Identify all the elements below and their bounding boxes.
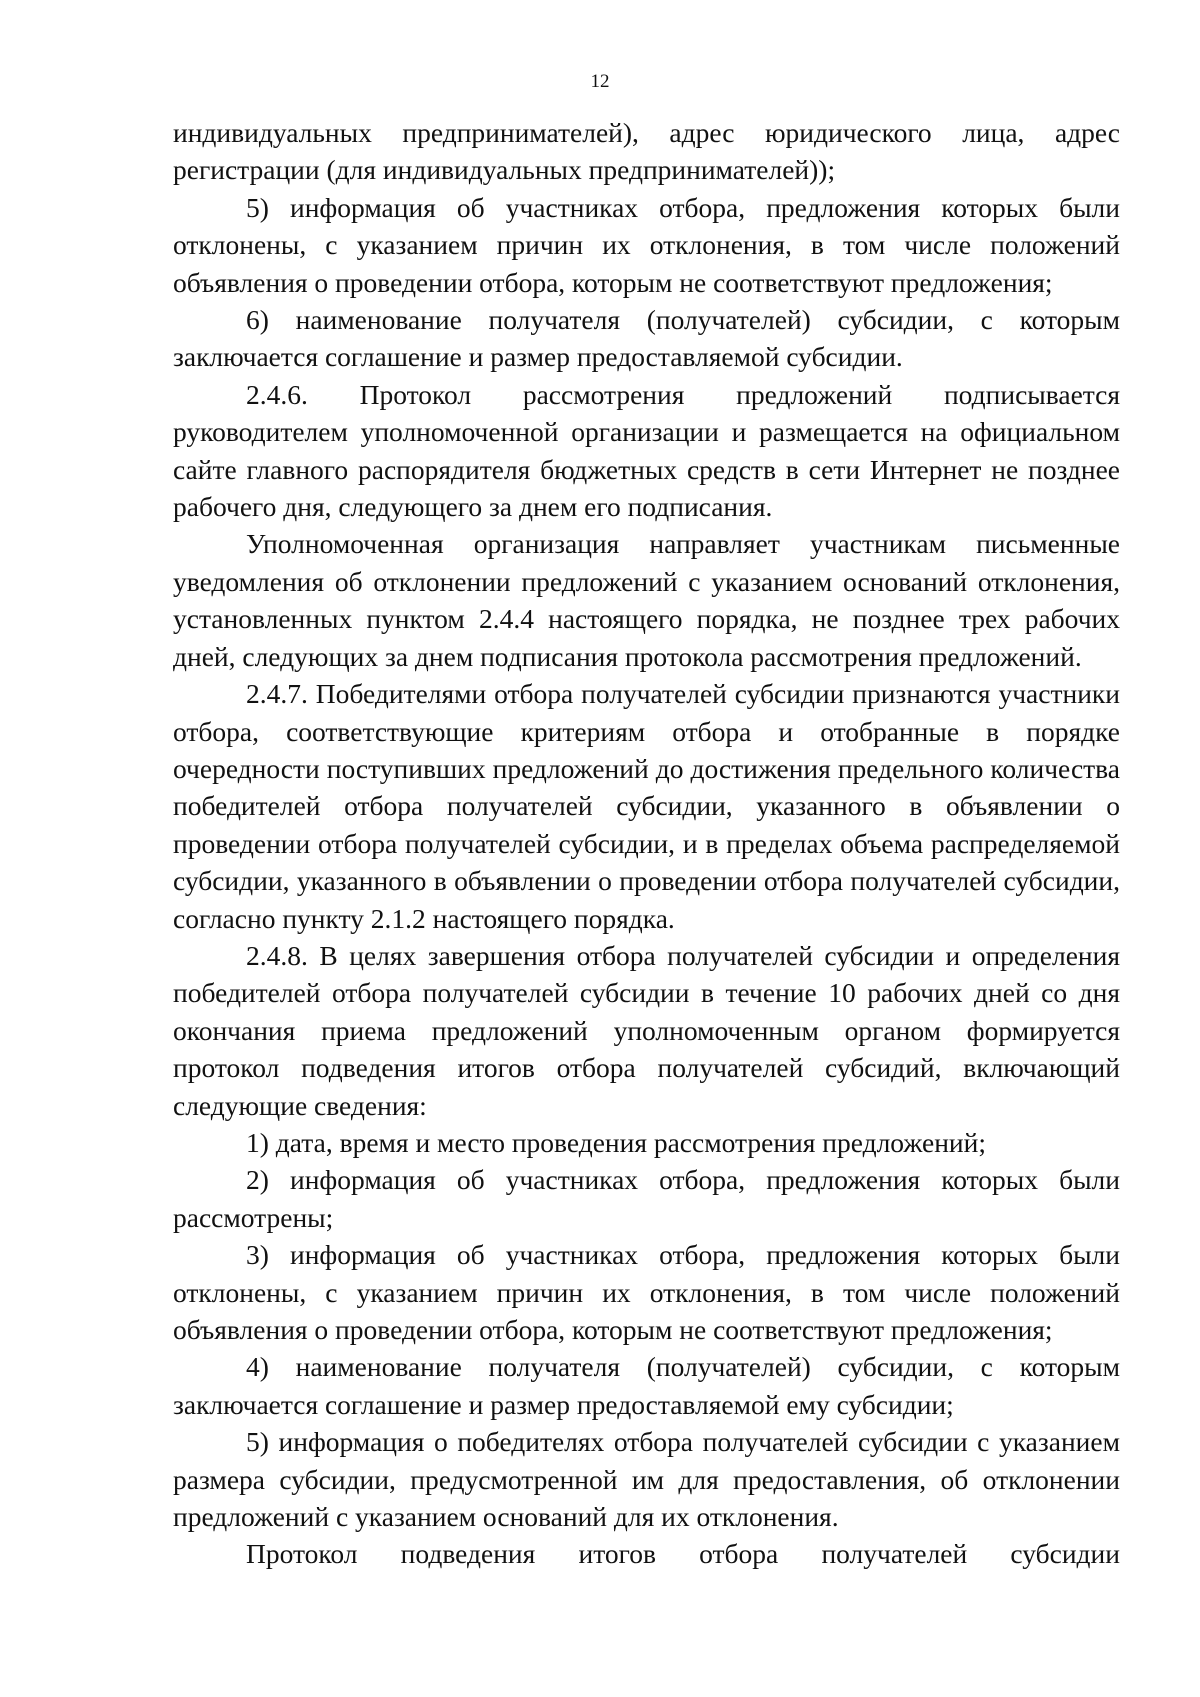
list-item-2-reviewed-participants: 2) информация об участниках отбора, предложения которых были рассмотрены; (173, 1164, 1120, 1233)
list-item-1-date-time-place: 1) дата, время и место проведения рассмотрения предложений; (246, 1126, 987, 1158)
clause-2-4-6: 2.4.6. Протокол рассмотрения предложений подписывается руководителем уполномоченной организации и размещается на официальном сайте главного распорядителя бюджетных средств в сети Интернет не позднее рабочего дня, следующего за днем его подписания. (173, 378, 1120, 523)
document-body (173, 114, 1120, 1573)
list-item-5-rejected-participants: 5) информация об участниках отбора, предложения которых были отклонены, с указанием причин их отклонения, в том числе положений объявления о проведении отбора, которым не соответствуют предложения; (173, 191, 1120, 298)
paragraph-rejection-notices: Уполномоченная организация направляет участникам письменные уведомления об отклонении предложений с указанием оснований отклонения, установленных пунктом 2.4.4 настоящего порядка, не позднее трех рабочих дней, следующих за днем подписания протокола рассмотрения предложений. (173, 528, 1120, 672)
paragraph-protocol-continued: Протокол подведения итогов отбора получателей субсидии (246, 1538, 1120, 1570)
page-number: 12 (590, 71, 610, 92)
list-item-6-recipient-name: 6) наименование получателя (получателей) субсидии, с которым заключается соглашение и размер предоставляемой субсидии. (173, 304, 1120, 373)
paragraph-continuation: индивидуальных предпринимателей), адрес юридического лица, адрес регистрации (для индивидуальных предпринимателей)); (173, 117, 1120, 186)
list-item-4-recipient-name: 4) наименование получателя (получателей) субсидии, с которым заключается соглашение и размер предоставляемой ему субсидии; (173, 1351, 1120, 1420)
list-item-5-winners-info: 5) информация о победителях отбора получателей субсидии с указанием размера субсидии, предусмотренной им для предоставления, об отклонении предложений с указанием оснований для их отклонения. (173, 1426, 1120, 1533)
clause-2-4-7: 2.4.7. Победителями отбора получателей субсидии признаются участники отбора, соответствующие критериям отбора и отобранные в порядке очередности поступивших предложений до достижения предельного количества победителей отбора получателей субсидии, указанного в объявлении о проведении отбора получателей субсидии, и в пределах объема распределяемой субсидии, указанного в объявлении о проведении отбора получателей субсидии, согласно пункту 2.1.2 настоящего порядка. (173, 678, 1120, 934)
clause-2-4-8: 2.4.8. В целях завершения отбора получателей субсидии и определения победителей отбора получателей субсидии в течение 10 рабочих дней со дня окончания приема предложений уполномоченным органом формируется протокол подведения итогов отбора получателей субсидий, включающий следующие сведения: (173, 939, 1120, 1121)
list-item-3-rejected-participants: 3) информация об участниках отбора, предложения которых были отклонены, с указанием причин их отклонения, в том числе положений объявления о проведении отбора, которым не соответствуют предложения; (173, 1239, 1120, 1345)
